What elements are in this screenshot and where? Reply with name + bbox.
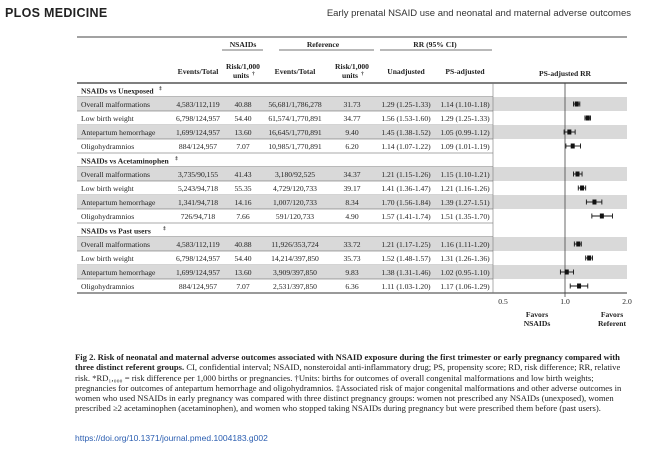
col-header-units-ref: units xyxy=(341,71,359,80)
unadjusted-rr-1-2: 1.70 (1.56-1.84) xyxy=(381,198,431,207)
ref-risk-2-0: 33.72 xyxy=(343,240,361,249)
forest-point-6 xyxy=(592,200,596,205)
unadjusted-rr-1-3: 1.57 (1.41-1.74) xyxy=(381,212,431,221)
ref-risk-1-1: 39.17 xyxy=(343,184,361,193)
outcome-label-1-3: Oligohydramnios xyxy=(81,212,135,221)
ref-events-1-1: 4,729/120,733 xyxy=(273,184,317,193)
section-header-sup-1: ‡ xyxy=(175,155,178,162)
nsaid-risk-1-3: 7.66 xyxy=(236,212,250,221)
ref-events-0-3: 10,985/1,770,891 xyxy=(268,142,322,151)
favors-referent-line1: Favors xyxy=(600,310,624,319)
unadjusted-rr-1-1: 1.41 (1.36-1.47) xyxy=(381,184,431,193)
ps-adjusted-rr-2-0: 1.16 (1.11-1.20) xyxy=(440,240,490,249)
col-header-units-nsaid: units xyxy=(232,71,250,80)
ps-adjusted-rr-1-3: 1.51 (1.35-1.70) xyxy=(440,212,490,221)
ps-adjusted-rr-2-2: 1.02 (0.95-1.10) xyxy=(440,268,490,277)
nsaid-risk-0-2: 13.60 xyxy=(234,128,252,137)
ref-risk-2-3: 6.36 xyxy=(345,282,359,291)
forest-point-4 xyxy=(576,172,580,177)
page-header xyxy=(0,0,645,26)
outcome-label-0-0: Overall malformations xyxy=(81,100,150,109)
figure-table-svg xyxy=(67,36,632,350)
forest-point-2 xyxy=(567,130,571,135)
forest-tick-1: 1.0 xyxy=(560,297,570,306)
nsaid-risk-2-1: 54.40 xyxy=(234,254,252,263)
forest-point-10 xyxy=(565,270,569,275)
nsaid-events-0-0: 4,583/112,119 xyxy=(176,100,220,109)
unadjusted-rr-2-1: 1.52 (1.48-1.57) xyxy=(381,254,431,263)
ref-risk-0-2: 9.40 xyxy=(345,128,359,137)
ref-events-2-1: 14,214/397,850 xyxy=(271,254,319,263)
forest-point-1 xyxy=(586,116,590,121)
section-header-1: NSAIDs vs Acetaminophen xyxy=(81,156,169,166)
section-header-0: NSAIDs vs Unexposed xyxy=(81,86,154,96)
col-header-units-nsaid-sup: † xyxy=(252,71,255,77)
nsaid-events-1-2: 1,341/94,718 xyxy=(177,198,219,207)
col-header-units-ref-sup: † xyxy=(361,71,364,77)
favors-nsaids-line1: Favors xyxy=(525,310,549,319)
col-header-events-total-nsaid: Events/Total xyxy=(177,67,219,76)
outcome-label-1-0: Overall malformations xyxy=(81,170,150,179)
outcome-label-1-2: Antepartum hemorrhage xyxy=(81,198,156,207)
nsaid-risk-0-0: 40.88 xyxy=(234,100,252,109)
forest-point-8 xyxy=(576,242,580,247)
section-header-2: NSAIDs vs Past users xyxy=(81,226,151,236)
col-header-risk-ref: Risk/1,000 xyxy=(335,62,369,71)
outcome-label-0-2: Antepartum hemorrhage xyxy=(81,128,156,137)
nsaid-events-1-0: 3,735/90,155 xyxy=(177,170,219,179)
col-header-ps-adjusted: PS-adjusted xyxy=(445,67,485,76)
reference-group-header: Reference xyxy=(306,40,340,49)
forest-tick-2: 2.0 xyxy=(622,297,632,306)
ref-events-0-0: 56,681/1,786,278 xyxy=(268,100,322,109)
forest-point-3 xyxy=(571,144,575,149)
unadjusted-rr-0-3: 1.14 (1.07-1.22) xyxy=(381,142,431,151)
nsaid-events-2-0: 4,583/112,119 xyxy=(176,240,220,249)
forest-point-0 xyxy=(575,102,579,107)
unadjusted-rr-0-2: 1.45 (1.38-1.52) xyxy=(381,128,431,137)
figure-caption xyxy=(75,352,625,414)
nsaids-group-header: NSAIDs xyxy=(229,40,257,49)
nsaid-events-2-3: 884/124,957 xyxy=(178,282,218,291)
unadjusted-rr-2-0: 1.21 (1.17-1.25) xyxy=(381,240,431,249)
nsaid-risk-0-3: 7.07 xyxy=(236,142,250,151)
nsaid-events-1-1: 5,243/94,718 xyxy=(177,184,219,193)
ref-events-2-0: 11,926/353,724 xyxy=(271,240,319,249)
nsaid-risk-1-1: 55.35 xyxy=(234,184,252,193)
unadjusted-rr-2-2: 1.38 (1.31-1.46) xyxy=(381,268,431,277)
nsaid-events-0-3: 884/124,957 xyxy=(178,142,218,151)
forest-point-11 xyxy=(577,284,581,289)
nsaid-risk-0-1: 54.40 xyxy=(234,114,252,123)
ps-adjusted-rr-0-2: 1.05 (0.99-1.12) xyxy=(440,128,490,137)
outcome-label-2-3: Oligohydramnios xyxy=(81,282,135,291)
rr-group-header: RR (95% CI) xyxy=(413,40,457,49)
ref-risk-1-2: 8.34 xyxy=(345,198,359,207)
journal-name: PLOS MEDICINE xyxy=(5,6,108,20)
ref-risk-0-0: 31.73 xyxy=(343,100,361,109)
nsaid-risk-2-0: 40.88 xyxy=(234,240,252,249)
forest-point-7 xyxy=(600,214,604,219)
nsaid-events-0-2: 1,699/124,957 xyxy=(176,128,220,137)
ref-risk-2-2: 9.83 xyxy=(345,268,359,277)
ps-adjusted-rr-1-0: 1.15 (1.10-1.21) xyxy=(440,170,490,179)
figure xyxy=(67,36,632,350)
forest-point-5 xyxy=(580,186,584,191)
nsaid-events-0-1: 6,798/124,957 xyxy=(176,114,220,123)
unadjusted-rr-1-0: 1.21 (1.15-1.26) xyxy=(381,170,431,179)
ref-risk-1-3: 4.90 xyxy=(345,212,359,221)
section-header-sup-2: ‡ xyxy=(163,225,166,232)
ref-events-2-3: 2,531/397,850 xyxy=(273,282,317,291)
ref-risk-0-1: 34.77 xyxy=(343,114,361,123)
unadjusted-rr-2-3: 1.11 (1.03-1.20) xyxy=(381,282,431,291)
ref-events-1-2: 1,007/120,733 xyxy=(273,198,317,207)
ps-adjusted-rr-0-3: 1.09 (1.01-1.19) xyxy=(440,142,490,151)
caption-text: CI, confidential interval; NSAID, nonsteroidal anti-inflammatory drug; PS, propensity score; RD, risk difference; RR, relative risk. *RD₁,₀₀₀ = risk difference per 1,000 births or pregnancies. †Units: births for outcomes of overall congenital malformations and low birth weights; pregnancies for outcomes of antepartum hemorrhage and oligohydramnios. ‡Associated risk of major congenital malformations and other adverse outcomes in women who used NSAIDs in early pregnancy was compared with three distinct pregnancy groups: women not prescribed any NSAIDs (unexposed), women prescribed ≥2 acetaminophen (acetaminophen), and women who stopped taking NSAIDs during pregnancy but were prescribed them before (past users). xyxy=(75,362,622,414)
forest-tick-0: 0.5 xyxy=(498,297,508,306)
unadjusted-rr-0-0: 1.29 (1.25-1.33) xyxy=(381,100,431,109)
ps-adjusted-rr-0-0: 1.14 (1.10-1.18) xyxy=(440,100,490,109)
ps-adjusted-rr-0-1: 1.29 (1.25-1.33) xyxy=(440,114,490,123)
running-title: Early prenatal NSAID use and neonatal and maternal adverse outcomes xyxy=(326,8,631,19)
nsaid-events-1-3: 726/94,718 xyxy=(180,212,216,221)
nsaid-risk-2-2: 13.60 xyxy=(234,268,252,277)
ps-adjusted-rr-header: PS-adjusted RR xyxy=(538,69,592,78)
nsaid-risk-1-2: 14.16 xyxy=(234,198,252,207)
ref-events-1-3: 591/120,733 xyxy=(275,212,315,221)
forest-point-9 xyxy=(587,256,591,261)
outcome-label-2-2: Antepartum hemorrhage xyxy=(81,268,156,277)
outcome-label-2-0: Overall malformations xyxy=(81,240,150,249)
nsaid-events-2-1: 6,798/124,957 xyxy=(176,254,220,263)
doi-link[interactable]: https://doi.org/10.1371/journal.pmed.1004183.g002 xyxy=(75,433,268,443)
outcome-label-0-3: Oligohydramnios xyxy=(81,142,135,151)
ref-risk-1-0: 34.37 xyxy=(343,170,361,179)
col-header-risk-nsaid: Risk/1,000 xyxy=(226,62,260,71)
col-header-unadjusted: Unadjusted xyxy=(387,67,425,76)
nsaid-risk-1-0: 41.43 xyxy=(234,170,252,179)
section-header-sup-0: ‡ xyxy=(158,85,162,92)
ps-adjusted-rr-1-2: 1.39 (1.27-1.51) xyxy=(440,198,490,207)
outcome-label-1-1: Low birth weight xyxy=(81,184,134,193)
col-header-events-total-ref: Events/Total xyxy=(274,67,316,76)
ps-adjusted-rr-2-1: 1.31 (1.26-1.36) xyxy=(440,254,490,263)
nsaid-events-2-2: 1,699/124,957 xyxy=(176,268,220,277)
favors-referent-line2: Referent xyxy=(597,319,627,328)
ref-events-1-0: 3,180/92,525 xyxy=(274,170,316,179)
ref-risk-2-1: 35.73 xyxy=(343,254,361,263)
ref-events-2-2: 3,909/397,850 xyxy=(273,268,317,277)
ps-adjusted-rr-1-1: 1.21 (1.16-1.26) xyxy=(440,184,490,193)
outcome-label-2-1: Low birth weight xyxy=(81,254,134,263)
unadjusted-rr-0-1: 1.56 (1.53-1.60) xyxy=(381,114,431,123)
ref-events-0-2: 16,645/1,770,891 xyxy=(268,128,322,137)
ref-events-0-1: 61,574/1,770,891 xyxy=(268,114,322,123)
caption-bold: Fig 2. Risk of neonatal and maternal adverse outcomes associated with NSAID exposure during the first trimester or early pregnancy compared with three distinct referent groups. xyxy=(75,352,620,373)
nsaid-risk-2-3: 7.07 xyxy=(236,282,250,291)
ps-adjusted-rr-2-3: 1.17 (1.06-1.29) xyxy=(440,282,490,291)
favors-nsaids-line2: NSAIDs xyxy=(523,319,551,328)
ref-risk-0-3: 6.20 xyxy=(345,142,359,151)
outcome-label-0-1: Low birth weight xyxy=(81,114,134,123)
